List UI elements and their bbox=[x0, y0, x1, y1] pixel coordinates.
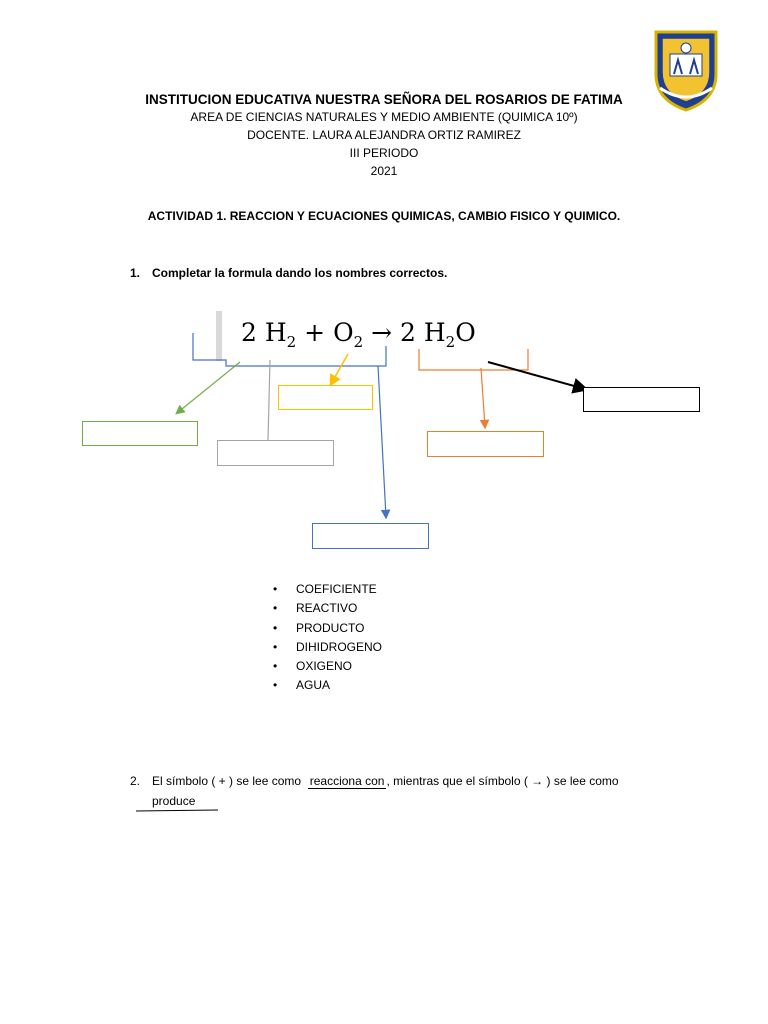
question-2-text-part1: El símbolo ( + ) se lee como bbox=[152, 774, 302, 788]
question-1-text: Completar la formula dando los nombres correctos. bbox=[152, 266, 448, 280]
answer-box-blue[interactable] bbox=[312, 523, 429, 549]
water-oxygen-symbol: O bbox=[455, 318, 476, 347]
answer-reacciona-con: reacciona con bbox=[309, 774, 385, 788]
question-2-number: 2. bbox=[130, 774, 141, 788]
hydrogen-symbol: H bbox=[264, 318, 287, 347]
list-item bbox=[273, 657, 382, 676]
water-hydrogen-symbol: H bbox=[423, 318, 446, 347]
blue-arrow bbox=[378, 366, 386, 517]
bullet-icon: • bbox=[273, 678, 278, 693]
plus-sign: + bbox=[304, 318, 326, 347]
coefficient-2: 2 bbox=[399, 318, 416, 347]
list-item bbox=[273, 638, 382, 657]
answer-box-yellow[interactable] bbox=[278, 385, 373, 410]
product-bracket bbox=[419, 349, 528, 370]
question-1-number: 1. bbox=[130, 266, 141, 280]
answer-box-black[interactable] bbox=[583, 387, 700, 412]
question-2-text-part2: , mientras que el símbolo ( → ) se lee como bbox=[386, 774, 619, 788]
bullet-icon: • bbox=[273, 582, 278, 596]
option-label: OXIGENO bbox=[296, 659, 353, 674]
coefficient-1: 2 bbox=[241, 318, 257, 347]
reaction-arrow: → bbox=[371, 318, 393, 347]
option-label: COEFICIENTE bbox=[296, 582, 377, 596]
answer-produce: produce bbox=[152, 794, 196, 808]
gray-line bbox=[268, 360, 270, 440]
oxygen-symbol: O bbox=[333, 318, 354, 347]
year-label: 2021 bbox=[370, 164, 398, 178]
oxygen-subscript: 2 bbox=[353, 333, 364, 351]
option-label: AGUA bbox=[296, 678, 331, 693]
list-item bbox=[273, 599, 382, 618]
yellow-arrow bbox=[331, 354, 348, 384]
question-2 bbox=[130, 774, 619, 789]
bullet-icon: • bbox=[273, 620, 278, 635]
orange-arrow bbox=[481, 368, 485, 427]
option-label: DIHIDROGENO bbox=[296, 639, 383, 654]
activity-title: ACTIVIDAD 1. REACCION Y ECUACIONES QUIMICAS, CAMBIO FISICO Y QUIMICO. bbox=[147, 209, 621, 223]
hydrogen-subscript: 2 bbox=[286, 333, 297, 351]
bullet-icon: • bbox=[273, 639, 278, 654]
institution-title: INSTITUCION EDUCATIVA NUESTRA SEÑORA DEL ROSARIOS DE FATIMA bbox=[145, 92, 623, 107]
chemical-equation bbox=[241, 318, 476, 351]
answer-box-green[interactable] bbox=[82, 421, 198, 446]
option-label: PRODUCTO bbox=[296, 620, 365, 635]
answer-box-gray[interactable] bbox=[217, 440, 334, 466]
black-arrow bbox=[488, 362, 585, 389]
equation-highlight-bar bbox=[216, 311, 222, 361]
green-arrow bbox=[177, 362, 240, 413]
option-label: REACTIVO bbox=[296, 601, 358, 616]
options-list bbox=[273, 580, 382, 696]
answer-underline bbox=[136, 808, 222, 814]
water-hydrogen-subscript: 2 bbox=[445, 333, 456, 351]
list-item bbox=[273, 580, 382, 599]
area-subtitle: AREA DE CIENCIAS NATURALES Y MEDIO AMBIENTE (QUIMICA 10º) bbox=[190, 110, 578, 124]
answer-box-orange[interactable] bbox=[427, 431, 544, 457]
period-label: III PERIODO bbox=[349, 146, 419, 160]
bullet-icon: • bbox=[273, 659, 278, 674]
list-item bbox=[273, 619, 382, 638]
teacher-name: DOCENTE. LAURA ALEJANDRA ORTIZ RAMIREZ bbox=[247, 128, 521, 142]
list-item bbox=[273, 676, 382, 695]
bullet-icon: • bbox=[273, 601, 278, 616]
